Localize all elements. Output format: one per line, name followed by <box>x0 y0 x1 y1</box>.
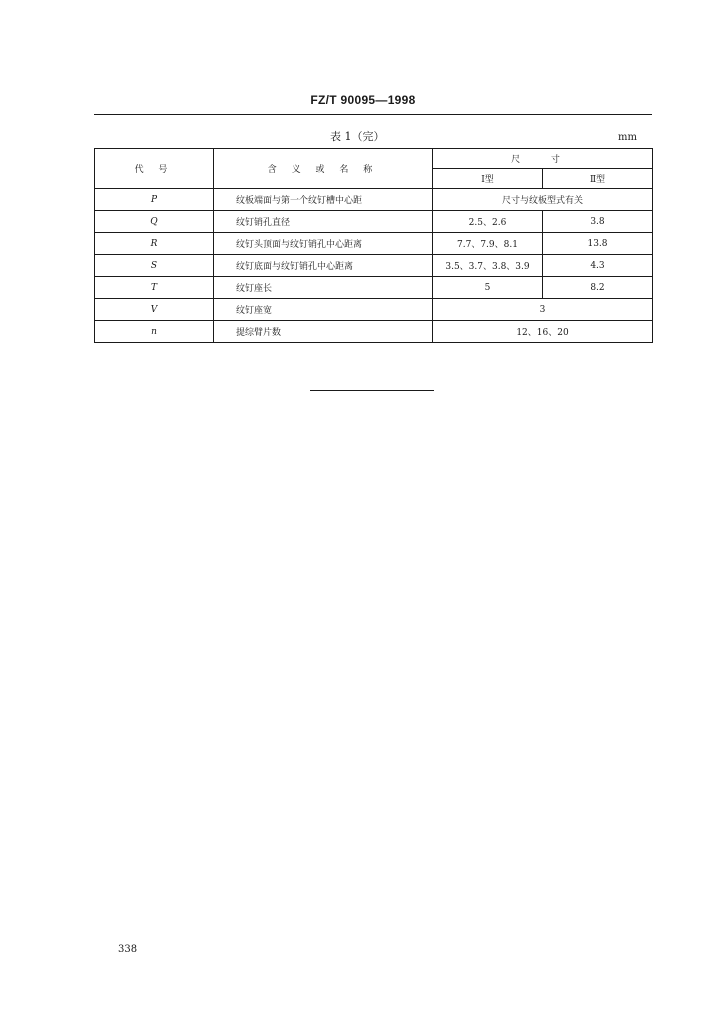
page-number: 338 <box>118 944 138 955</box>
row-meaning: 纹钉座长 <box>214 277 433 299</box>
specification-table <box>94 148 653 343</box>
column-header-meaning: 含 义 或 名 称 <box>214 149 433 189</box>
table-header-row <box>95 149 653 169</box>
standard-code-header: FZ/T 90095—1998 <box>310 93 416 107</box>
row-dimension-type1: 7.7、7.9、8.1 <box>433 233 543 255</box>
table-unit: mm <box>618 132 637 143</box>
row-dimension-type2: 3.8 <box>543 211 653 233</box>
row-dimension-type1: 2.5、2.6 <box>433 211 543 233</box>
row-code: V <box>95 299 214 321</box>
row-dimension-type1: 3.5、3.7、3.8、3.9 <box>433 255 543 277</box>
row-dimension-merged: 12、16、20 <box>433 321 653 343</box>
row-code: P <box>95 189 214 211</box>
row-dimension-merged: 尺寸与纹板型式有关 <box>433 189 653 211</box>
table-row <box>95 189 653 211</box>
header-rule <box>94 114 652 115</box>
row-code: Q <box>95 211 214 233</box>
table-row <box>95 255 653 277</box>
column-header-code: 代 号 <box>95 149 214 189</box>
row-code: n <box>95 321 214 343</box>
table-caption: 表 1（完） <box>330 130 385 143</box>
row-meaning: 纹板端面与第一个纹钉槽中心距 <box>214 189 433 211</box>
row-dimension-merged: 3 <box>433 299 653 321</box>
table-row <box>95 277 653 299</box>
row-meaning: 纹钉底面与纹钉销孔中心距离 <box>214 255 433 277</box>
row-meaning: 提综臂片数 <box>214 321 433 343</box>
column-header-type1: Ⅰ型 <box>433 169 543 189</box>
row-dimension-type2: 4.3 <box>543 255 653 277</box>
column-header-dimension: 尺 寸 <box>433 149 653 169</box>
row-meaning: 纹钉销孔直径 <box>214 211 433 233</box>
row-meaning: 纹钉座宽 <box>214 299 433 321</box>
table-row <box>95 299 653 321</box>
table-row <box>95 233 653 255</box>
row-dimension-type1: 5 <box>433 277 543 299</box>
table-row <box>95 321 653 343</box>
table-row <box>95 211 653 233</box>
row-code: S <box>95 255 214 277</box>
row-meaning: 纹钉头顶面与纹钉销孔中心距离 <box>214 233 433 255</box>
row-dimension-type2: 8.2 <box>543 277 653 299</box>
row-code: T <box>95 277 214 299</box>
column-header-type2: Ⅱ型 <box>543 169 653 189</box>
row-dimension-type2: 13.8 <box>543 233 653 255</box>
end-of-standard-rule <box>310 390 434 391</box>
row-code: R <box>95 233 214 255</box>
